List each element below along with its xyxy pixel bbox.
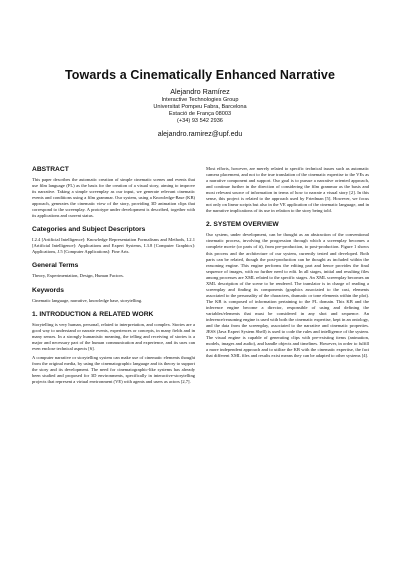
section2-paragraph-1: Our system, under development, can be thought as an abstraction of the conventional cinematic process, involving the progression through which a screenplay becomes a complete movie (or parts of it), from pre-production, to post-production. Figure 1 shows this process and the architecture of our system, currently tested and developed. Both parts can be related, though the post-production can be thought as included within the reasoning engine. This engine performs the editing part and hence provides the final sequence of images, with no further need to edit. In all stages, initial and resulting files among processes are XML related to the specific stages. An XML screenplay becomes an XML description of the scene to be rendered. The translator is in charge of reading a screenplay and finding its components (graphics associated to the cast, elements associated to the personality of the characters, dramatic or tone elements within the plot). The KB is composed of information pertaining to the FL domain. This KB and the inference engine become a director, responsible of using and defining the variables/elements that must be considered in any shot and sequence. An inference/reasoning engine is used with both the cinematic expertise, kept in an ontology, and the data from the screenplay, associated to the narrative and cinematic properties. JESS (Java Expert System Shell) is used to code the rules and intelligence of the system. The visual engine is capable of generating clips with pre-existing items (animation, models, images and audio), and handle objects and timelines. However, in order to fulfill a more independent approach and to utilize the KB with the cinematic expertise, the fact that different XML files and results exist means they can be adapted to other systems [4].: [206, 232, 369, 359]
abstract-heading: ABSTRACT: [32, 166, 69, 173]
keywords-heading: Keywords: [32, 286, 64, 294]
general-terms-heading: General Terms: [32, 262, 79, 270]
paper-title: Towards a Cinematically Enhanced Narrative: [64, 68, 336, 82]
author-email: alejandro.ramirez@upf.edu: [157, 130, 243, 138]
categories-text: I.2.4 [Artificial Intelligence]: Knowledge Representation Formalisms and Methods, I.2.1 [Artificial Intelligence]: Applications and Expert Systems, I.3.8 [Computer Graphics]: Applications, J.5 [Computer Applications]: Fine Arts.: [32, 237, 195, 255]
author-address: Estació de França 08003: [168, 110, 232, 117]
author-group: Interactive Technologies Group: [161, 96, 239, 103]
section1-paragraph-2: A computer narrative or storytelling system can make use of cinematic elements thought from the original media, by using the cinematographic language and its theory to support the story and its development. The need for cinematographic-like systems has already been studied and proposed for 3D environments, specifically in interactive-storytelling projects that represent a virtual environment (VE) with agents and users as actors [2,7].: [32, 355, 195, 385]
keywords-text: Cinematic language, narrative, knowledge base, storytelling.: [32, 297, 143, 303]
abstract-text: This paper describes the automatic creation of simple cinematic scenes and events that use film language (FL) as the basis for the creation of a visual story, aiming to improve its narrative. Taking a simple screenplay as our input, we generate relevant cinematic events and conditions using a film grammar. Our system, using a Knowledge-Base (KB) approach, generates the cinematic view of the story, providing 3D animation clips that correspond to the screenplay. A prototype under development is described, together with its applications and current status.: [32, 177, 195, 219]
intro-continued-paragraph: Most efforts, however, are merely related to specific technical issues such as automatic camera placement, and not to the true translation of the cinematic expertise to the VEs as a narrative component and support. Our goal is to pursue a narrative oriented approach, and continue further in the direction of considering the film grammar as the basis and most relevant source of information in terms of how to narrate a visual story [2]. In this sense, this project is related to the approach used by Friedman [5]. However, we focus not only on linear scripts but also in the VE application of the cinematic language, and in the narrative implications of its use in relation to the story being told.: [206, 166, 369, 214]
section1-paragraph-1: Storytelling is very human, personal, related to interpretation, and complex. Stories are a good way to understand or narrate events, experiences or concepts, in many fields and in many senses. In a strongly humanistic meaning, the telling and receiving of stories is a major and necessary part of the human communication and experience, and its uses can even enclose technical aspects [6].: [32, 321, 195, 351]
categories-heading: Categories and Subject Descriptors: [32, 226, 146, 234]
right-column: [206, 166, 369, 363]
author-block: [0, 88, 400, 139]
author-name: Alejandro Ramírez: [170, 87, 230, 96]
section2-heading: 2. SYSTEM OVERVIEW: [206, 221, 279, 229]
author-phone: (+34) 93 542 2936: [177, 117, 223, 124]
general-terms-text: Theory, Experimentation, Design, Human Factors.: [32, 273, 124, 279]
section1-heading: 1. INTRODUCTION & RELATED WORK: [32, 310, 154, 318]
author-university: Universitat Pompeu Fabra, Barcelona: [153, 103, 247, 110]
left-column: [32, 166, 195, 389]
